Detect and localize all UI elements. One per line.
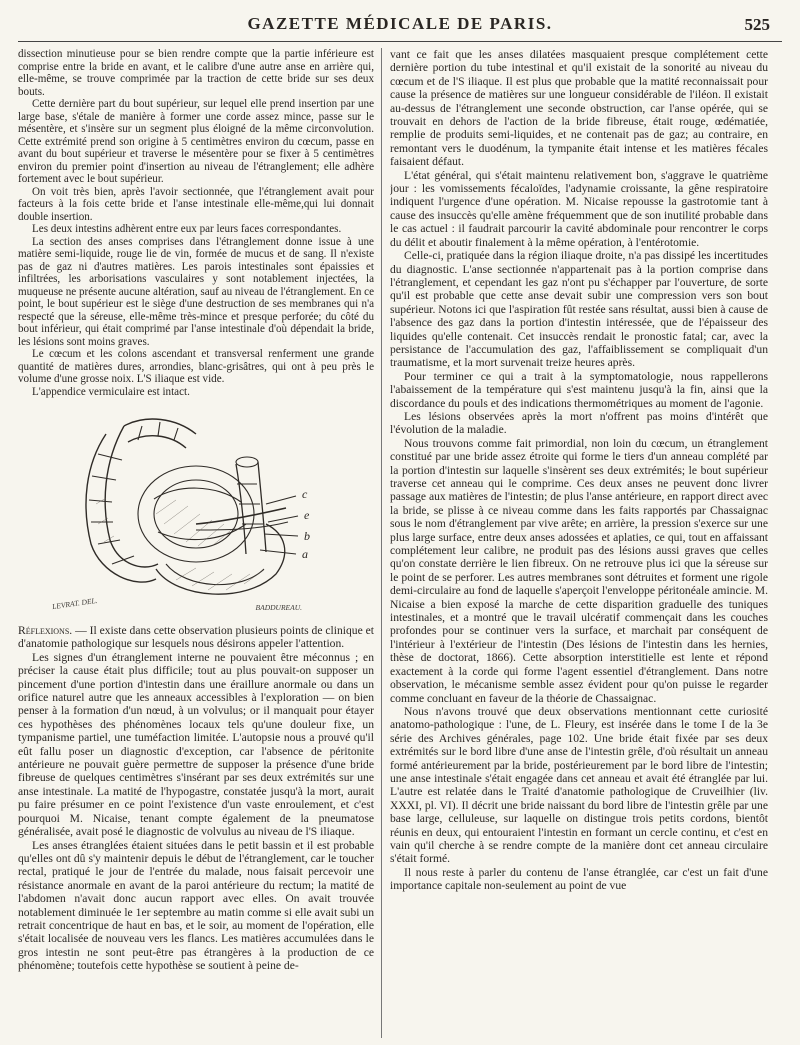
left-column bbox=[18, 48, 374, 1038]
column-divider bbox=[381, 48, 382, 1038]
paragraph: L'état général, qui s'était maintenu relativement bon, s'aggrave le quatrième jour : les vomissements fécaloïdes, l'adynamie croissante, la gêne respiratoire indiquent l'urgence d'une opération. M. Nicaise repousse la gastrotomie tant à cause des insuccès qu'elle amène fréquemment que de son inutilité probable dans le cas actuel : il faudrait parcourir la cavité abdominale pour rencontrer le corps du délit et aboutir finalement à la même opération, à l'entérotomie. bbox=[390, 168, 768, 249]
paragraph: Les lésions observées après la mort n'offrent pas moins d'intérêt que l'évolution de la maladie. bbox=[390, 409, 768, 437]
figure-label-a: a bbox=[302, 547, 308, 561]
intestine-engraving bbox=[46, 404, 346, 614]
paragraph: Les deux intestins adhèrent entre eux par leurs faces correspondantes. bbox=[32, 223, 342, 235]
figure-label-b: b bbox=[304, 529, 310, 543]
engraver-signature-right: BADDUREAU. bbox=[255, 602, 302, 612]
intestine-illustration bbox=[46, 404, 346, 614]
figure-label-e: e bbox=[304, 508, 310, 522]
header-rule bbox=[18, 41, 782, 42]
figure-label-c: c bbox=[302, 487, 308, 501]
paragraph: On voit très bien, après l'avoir sectionnée, que l'étranglement avait pour facteurs à la fois cette bride et l'anse intestinale elle-même,qui lui donnait double insertion. bbox=[18, 185, 374, 223]
paragraph: Les anses étranglées étaient situées dans le petit bassin et il est probable qu'elles ont dû s'y maintenir depuis le début de l'étranglement, car le toucher rectal, pratiqué le jour de l'entrée du malade, nous faisait percevoir une résistance anormale en avant de la paroi antérieure du rectum; la matité de l'abdomen n'avait donc aucun rapport avec elles. On avait trouvée notablement diminuée le 1er septembre au matin comme si elle avait subi un retrait concentrique de haut en bas, et le soir, au moment de l'opération, elle s'était localisée de nouveau vers les flancs. Les matières accumulées dans le gros intestin ne sont peut-être pas étrangères à la production de ce phénomène; toutefois cette hypothèse se soutient à peine de- bbox=[18, 838, 374, 973]
paragraph: Les signes d'un étranglement interne ne pouvaient être méconnus ; en préciser la cause était plus difficile; tout au plus pouvait-on supposer un pincement d'une portion d'intestin dans une éraillure anormale ou dans un orifice naturel autre que les anneaux accessibles à l'exploration — on bien penser à la formation d'un nœud, à un volvulus; or il manquait pour étayer ces hypothèses des phénomènes locaux tels qu'une douleur fixe, un tympanisme partiel, une tuméfaction limitée. L'autopsie nous a prouvé qu'il eût fallu poser un diagnostic d'exception, car l'absence de péritonite antérieure ne pouvait guère permettre de supposer la présence d'une bride fibreuse de quelques centimètres s'insérant par ses deux extrémités sur une anse intestinale. La matité de l'hypogastre, constatée jusqu'à la mort, aurait pu faire présumer en ce point l'existence d'un vaste enroulement, et c'est pourquoi M. Nicaise, tenant compte également de la pneumatose généralisée, avait posé le diagnostic de volvulus au niveau de l'S iliaque. bbox=[18, 650, 374, 839]
paragraph: La section des anses comprises dans l'étranglement donne issue à une matière semi-liquide, rouge lie de vin, formée de mucus et de sang. Il n'existe pas de gaz ni d'autres matières. Les parois intestinales sont épaissies et infiltrées, les arborisations vasculaires y sont notablement injectées, la muqueuse ne présente aucune altération, sauf au niveau de l'étranglement. En ce point, le bout supérieur est le siège d'une destruction de ses membranes qui n'a respecté que la séreuse, elle-même très-mince et presque perforée; du côté du bout inférieur, qui était comprimé par l'anse intestinale d'où dépendait la bride, les lésions sont moins graves. bbox=[18, 235, 374, 348]
page-header bbox=[0, 0, 800, 50]
paragraph: Nous trouvons comme fait primordial, non loin du cœcum, un étranglement constitué par une bride assez étroite qui forme le tiers d'un anneau complété par la portion d'intestin sur laquelle s'insèrent ses deux extrémités; le bout supérieur traverse cet anneau qui le comprime. Ces deux anses ne peuvent donc livrer passage aux matières de l'intestin; de plus l'anse antérieure, en rapport direct avec la bride, se plisse à ce niveau comme dans les faits rapportés par Chassaignac sous le nom d'étranglement par vive arête; en arrière, la pression s'exerce sur une plus large surface, entre deux anses adossées et aplaties, ce qui, tout en affaissant complétement leur calibre, ne produit pas des lésions aussi graves que celles qu'on constate derrière le lien fibreux. On ne retrouve plus ici que la séreuse sur le point de se perforer. Les autres membranes sont détruites et forment une rigole demi-circulaire au fond de laquelle s'aperçoit l'enveloppe péritonéale amincie. M. Nicaise a bien exposé la marche de cette disparition graduelle des tuniques intestinales, et a montré que le travail ulcératif commençait dans les couches profondes pour se continuer vers la surface, et marchait par conséquent de l'intérieur à l'extérieur de l'intestin (Des lésions de l'intestin dans les hernies, thèse de doctorat, 1866). Cette absorption interstitielle est lente et répond exactement à la corde qui forme l'agent essentiel d'étranglement. Dans notre observation, le mécanisme semble assez évident pour qu'on puisse le regarder comme concluant en faveur de la théorie de Chassaignac. bbox=[390, 436, 768, 705]
paragraph: Il nous reste à parler du contenu de l'anse étranglée, car c'est un fait d'une importance capitale non-seulement au point de vue bbox=[390, 865, 768, 893]
journal-title: GAZETTE MÉDICALE DE PARIS. bbox=[247, 14, 553, 33]
paragraph: Nous n'avons trouvé que deux observations mentionnant cette curiosité anatomo-pathologique : l'une, de L. Fleury, est insérée dans le tome I de la 3e série des Archives générales, page 102. Une bride était fixée par ses deux extrémités sur le bord libre d'une anse de l'intestin grêle, d'où résultait un anneau formé antérieurement par la bride, postérieurement par le bord libre de l'intestin; une anse intestinale s'était engagée dans cet anneau et avait été étranglée par lui. L'autre est relatée dans le Traité d'anatomie pathologique de Cruveilhier (liv. XXXI, pl. VI). Il décrit une bride naissant du bord libre de l'intestin grêle par une base large, celluleuse, sur laquelle on distingue trois petits cordons, bientôt réunis en deux, qui entouraient l'intestin en formant un cercle continu, et c'est en vain qu'il cherche à se rendre compte de la manière dont cet anneau circulaire s'était formé. bbox=[390, 704, 768, 866]
observation-text bbox=[18, 48, 374, 398]
right-column bbox=[390, 48, 768, 1038]
paragraph: Celle-ci, pratiquée dans la région iliaque droite, n'a pas dissipé les incertitudes du diagnostic. L'anse sectionnée n'appartenait pas à la portion comprise dans l'étranglement, et cependant les gaz n'ont pu s'échapper par l'ouverture, de sorte qu'il est probable que cette anse devait subir une compression vers son bout supérieur. Notons ici que l'aspiration fût restée sans résultat, aussi bien à cause de l'absence des gaz dans la portion d'intestin intéressée, que de l'épaisseur des liquides qu'elle contenait. Cet insuccès rendait le pronostic fatal; car, avec la persistance de l'accumulation des gaz, l'affaiblissement se compliquait d'un traumatisme, et la mort survenait treize heures après. bbox=[390, 249, 768, 370]
reflexions-text bbox=[18, 624, 374, 973]
paragraph: Cette dernière part du bout supérieur, sur lequel elle prend insertion par une large base, s'étale de manière à former une corde assez mince, passe sur le mésentère, et s'insère sur un segment plus éloigné de la même circonvolution. Cette extrémité prend son origine à 5 centimètres environ du cœcum, passe en avant du bout supérieur et traverse le mésentère pour se fixer à 5 centimètres environ du premier point d'insertion au niveau de l'étranglement; elle adhère fortement avec le bout supérieur. bbox=[18, 98, 374, 185]
paragraph: Le cœcum et les colons ascendant et transversal renferment une grande quantité de matières dures, arrondies, blanc-grisâtres, qui ont à peu près le volume d'une grosse noix. L'S iliaque est vide. bbox=[18, 348, 374, 385]
paragraph: L'appendice vermiculaire est intact. bbox=[32, 385, 190, 398]
paragraph: dissection minutieuse pour se bien rendre compte que la partie inférieure est comprise entre la bride en avant, et le calibre d'une autre anse en arrière qui, elle-même, se trouve comprimée par la traction de cette bride sur ses deux bouts. bbox=[18, 48, 374, 98]
paragraph: Pour terminer ce qui a trait à la symptomatologie, nous rappellerons l'abaissement de la température qui s'est maintenu jusqu'à la fin, ainsi que la discordance du pouls et des indications thermométriques au moment de l'agonie. bbox=[390, 369, 768, 410]
page-number: 525 bbox=[744, 15, 770, 34]
paragraph-text: — Il existe dans cette observation plusieurs points de clinique et d'anatomie pathologique sur lesquels nous désirons appeler l'attention. bbox=[18, 624, 374, 651]
engraver-signature-left: LEVRAT. DEL. bbox=[51, 595, 99, 611]
reflexions-heading: Réflexions. bbox=[18, 624, 73, 637]
reflexions-paragraph bbox=[18, 624, 374, 651]
paragraph: vant ce fait que les anses dilatées masquaient presque complétement cette dernière portion du tube intestinal et qu'il existait de la sonorité au niveau du cœcum et de l'S iliaque. Il est plus que probable que la matité reconnaissait pour cause la présence de matières sur une longueur considérable de l'iléon. Il existait au-dessus de l'étranglement une seconde obstruction, car l'anse opérée, qui se trouvait en dehors de l'action de la bride fibreuse, était rouge, œdématiée, remplie de produits semi-liquides, et ne contenait pas de gaz; au contraire, en remontant vers le duodénum, la tympanite était intense et les matières fécales faisaient défaut. bbox=[390, 48, 768, 169]
